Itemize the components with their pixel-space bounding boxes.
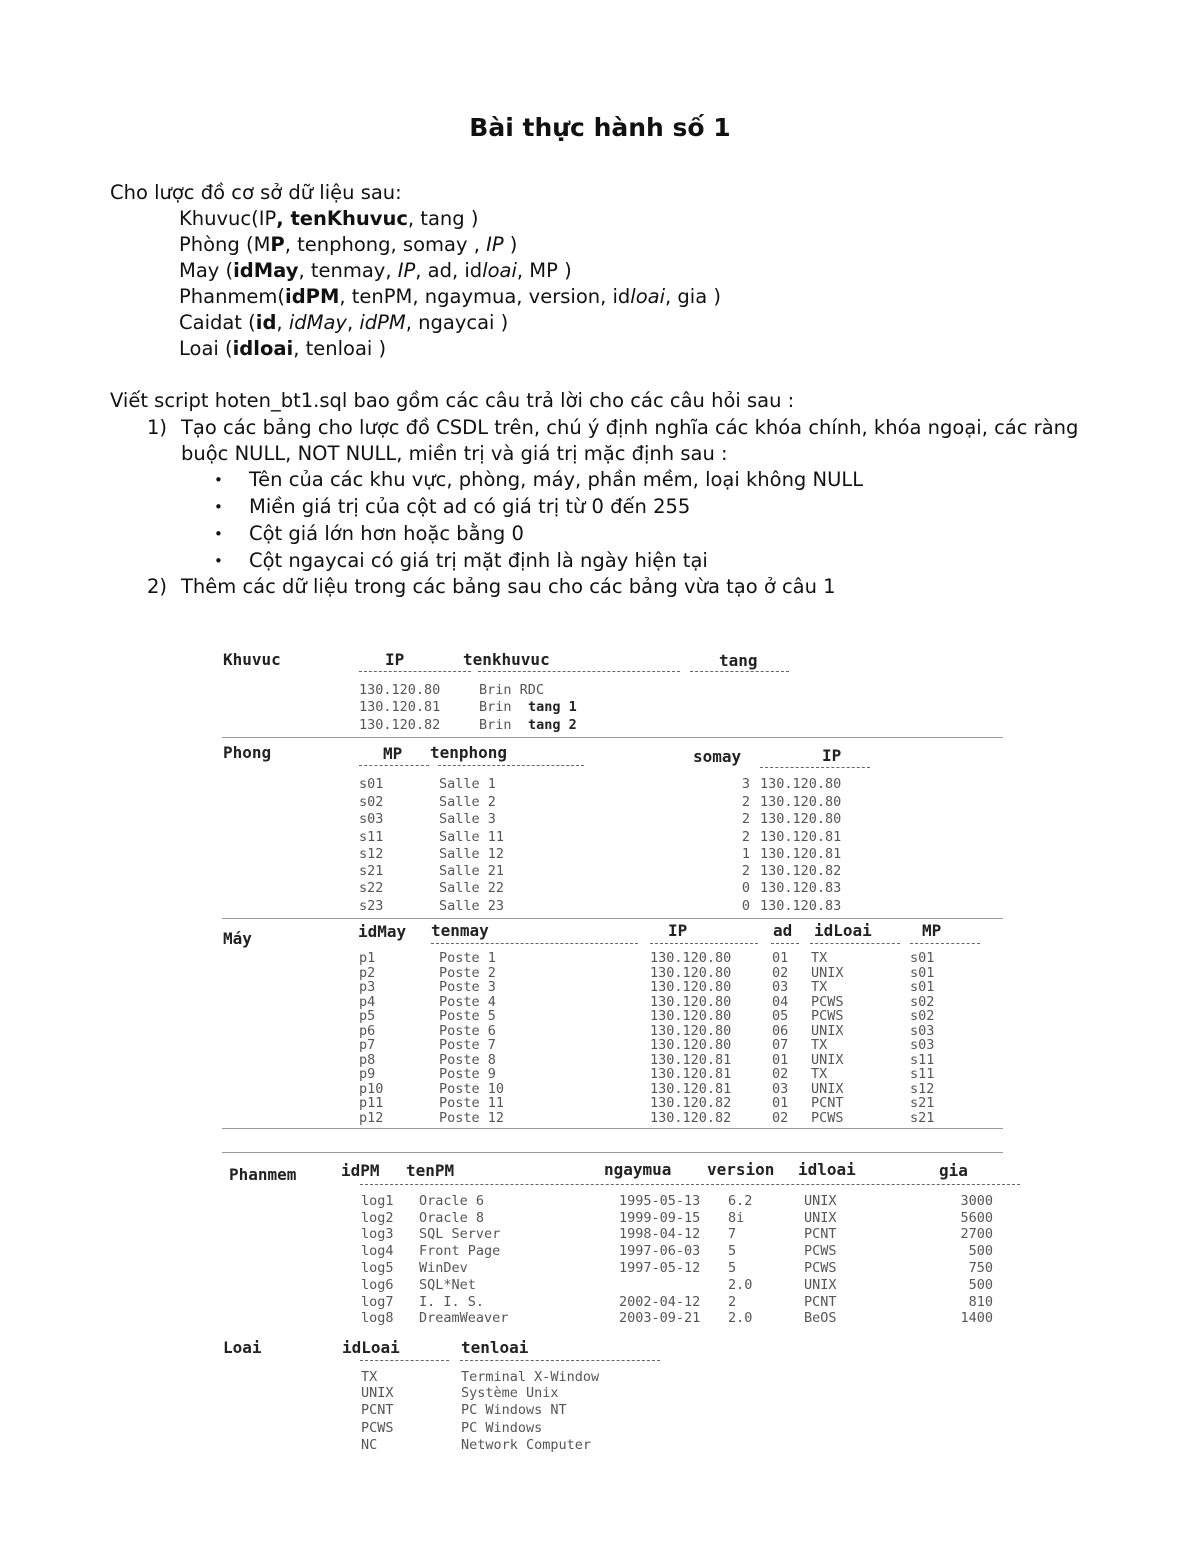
loai-cell: Système Unix [461,1385,559,1401]
phong-cell: s22 [359,880,384,896]
may-header-mp: MP [922,921,942,940]
may-cell: Poste 10 [439,1081,505,1097]
schema-loai: Loai (idloai, tenloai ) [179,337,387,360]
may-cell: 03 [772,1081,789,1097]
phanmem-cell: 2003-09-21 [619,1310,701,1326]
may-cell: p1 [359,950,376,966]
may-cell: p12 [359,1110,384,1126]
phong-cell: s11 [359,829,384,845]
phanmem-header-idpm: idPM [341,1161,380,1180]
may-cell: UNIX [811,1081,844,1097]
may-cell: 130.120.82 [650,1110,732,1126]
may-cell: p4 [359,994,376,1010]
phong-cell: s12 [359,846,384,862]
may-cell: 130.120.80 [650,1008,732,1024]
may-cell: Poste 9 [439,1066,496,1082]
may-cell: 01 [772,1095,789,1111]
may-cell: 02 [772,1110,789,1126]
may-cell: 130.120.81 [650,1081,732,1097]
may-cell: p7 [359,1037,376,1053]
phong-cell: 2 [741,811,750,827]
header-underline [360,1184,1020,1185]
task1-bullet-1: Tên của các khu vực, phòng, máy, phần mềm, loại không NULL [249,468,864,491]
khuvuc-cell: 130.120.82 [359,717,441,733]
header-underline [771,943,799,944]
header-underline [690,671,789,672]
may-cell: s03 [910,1037,935,1053]
phanmem-cell: log4 [361,1243,394,1259]
loai-cell: UNIX [361,1385,394,1401]
may-header-ad: ad [773,921,793,940]
header-underline [810,943,900,944]
phanmem-cell: WinDev [419,1260,468,1276]
khuvuc-cell: tang 2 [528,717,577,733]
may-cell: 130.120.80 [650,1023,732,1039]
phanmem-cell: 5 [728,1260,737,1276]
may-cell: 02 [772,965,789,981]
may-cell: 130.120.80 [650,994,732,1010]
phong-cell: Salle 1 [439,776,496,792]
khuvuc-cell: Brin [479,699,512,715]
may-cell: s21 [910,1110,935,1126]
phanmem-cell: 6.2 [728,1193,753,1209]
phong-cell: 130.120.83 [760,898,842,914]
may-cell: 01 [772,1052,789,1068]
may-cell: s01 [910,965,935,981]
may-cell: Poste 7 [439,1037,496,1053]
phong-cell: 130.120.80 [760,794,842,810]
schema-khuvuc: Khuvuc(IP, tenKhuvuc, tang ) [179,207,479,230]
header-underline [460,1360,660,1361]
khuvuc-cell: Brin [479,717,512,733]
may-cell: Poste 12 [439,1110,505,1126]
bullet-dot: • [214,525,223,543]
may-cell: TX [811,1037,828,1053]
may-cell: UNIX [811,965,844,981]
may-cell: s02 [910,994,935,1010]
may-cell: PCWS [811,994,844,1010]
phanmem-cell: 1995-05-13 [619,1193,701,1209]
task1-line1: Tạo các bảng cho lược đồ CSDL trên, chú ý định nghĩa các khóa chính, khóa ngoại, các ràng [181,416,1079,439]
may-cell: s11 [910,1066,935,1082]
table-separator [222,1152,1003,1153]
phong-cell: s03 [359,811,384,827]
may-cell: Poste 5 [439,1008,496,1024]
header-underline [431,943,638,944]
may-cell: Poste 11 [439,1095,505,1111]
phanmem-header-idloai: idloai [798,1160,856,1179]
may-header-idloai: idLoai [814,921,872,940]
phong-cell: 2 [741,794,750,810]
loai-cell: PCNT [361,1402,394,1418]
bullet-dot: • [214,498,223,516]
task1-line2: buộc NULL, NOT NULL, miền trị và giá trị mặc định sau : [181,442,728,465]
phanmem-cell: PCWS [804,1243,837,1259]
phanmem-cell: 2 [728,1294,737,1310]
phong-cell: 130.120.83 [760,880,842,896]
loai-cell: PCWS [361,1420,394,1436]
loai-cell: Network Computer [461,1437,592,1453]
header-underline [359,671,471,672]
phanmem-cell: 1997-05-12 [619,1260,701,1276]
may-cell: s01 [910,950,935,966]
may-table-label: Máy [223,929,252,948]
may-cell: Poste 3 [439,979,496,995]
phong-cell: Salle 11 [439,829,505,845]
phanmem-cell: UNIX [804,1193,837,1209]
may-cell: p3 [359,979,376,995]
phong-cell: 0 [741,898,750,914]
task1-bullet-3: Cột giá lớn hơn hoặc bằng 0 [249,522,524,545]
phong-cell: 2 [741,829,750,845]
phong-cell: s23 [359,898,384,914]
phanmem-header-tenpm: tenPM [406,1161,455,1180]
phong-cell: Salle 23 [439,898,505,914]
phanmem-header-ngaymua: ngaymua [604,1160,672,1179]
may-cell: 05 [772,1008,789,1024]
phanmem-cell: 1999-09-15 [619,1210,701,1226]
phanmem-cell: 500 [968,1243,993,1259]
may-cell: PCNT [811,1095,844,1111]
loai-header-idloai: idLoai [342,1338,400,1357]
may-cell: s12 [910,1081,935,1097]
schema-phong: Phòng (MP, tenphong, somay , IP ) [179,233,518,256]
phanmem-cell: 1997-06-03 [619,1243,701,1259]
phanmem-cell: PCWS [804,1260,837,1276]
phanmem-cell: 2002-04-12 [619,1294,701,1310]
may-cell: Poste 1 [439,950,496,966]
phanmem-cell: log8 [361,1310,394,1326]
phanmem-cell: 5600 [960,1210,993,1226]
may-header-tenmay: tenmay [431,921,489,940]
loai-table-label: Loai [223,1338,262,1357]
phong-cell: s01 [359,776,384,792]
phanmem-cell: DreamWeaver [419,1310,509,1326]
phong-cell: 3 [741,776,750,792]
schema-phanmem: Phanmem(idPM, tenPM, ngaymua, version, idloai, gia ) [179,285,721,308]
phong-cell: Salle 21 [439,863,505,879]
phanmem-cell: SQL Server [419,1226,501,1242]
may-cell: UNIX [811,1052,844,1068]
may-cell: 04 [772,994,789,1010]
table-separator [222,1128,1003,1129]
phong-header-mp: MP [383,744,403,763]
loai-cell: Terminal X-Window [461,1369,600,1385]
khuvuc-header-tang: tang [719,651,758,670]
phanmem-cell: SQL*Net [419,1277,476,1293]
may-cell: 06 [772,1023,789,1039]
may-cell: p2 [359,965,376,981]
phong-cell: Salle 22 [439,880,505,896]
phanmem-cell: 8i [728,1210,745,1226]
may-cell: 130.120.82 [650,1095,732,1111]
may-cell: 130.120.80 [650,979,732,995]
phong-cell: 2 [741,863,750,879]
phanmem-cell: 750 [968,1260,993,1276]
phanmem-cell: UNIX [804,1210,837,1226]
phanmem-cell: I. I. S. [419,1294,485,1310]
khuvuc-cell: tang 1 [528,699,577,715]
task1-number: 1) [147,416,168,439]
may-cell: s11 [910,1052,935,1068]
phanmem-cell: 5 [728,1243,737,1259]
phanmem-cell: Oracle 6 [419,1193,485,1209]
header-underline [650,943,758,944]
may-cell: Poste 2 [439,965,496,981]
may-cell: TX [811,1066,828,1082]
phanmem-cell: 2.0 [728,1277,753,1293]
may-cell: PCWS [811,1008,844,1024]
page-title: Bài thực hành số 1 [469,113,731,142]
table-separator [222,737,1003,738]
loai-cell: PC Windows [461,1420,543,1436]
may-cell: 130.120.81 [650,1052,732,1068]
phong-cell: Salle 3 [439,811,496,827]
may-cell: TX [811,979,828,995]
phanmem-cell: PCNT [804,1294,837,1310]
phanmem-cell: log7 [361,1294,394,1310]
may-cell: p10 [359,1081,384,1097]
phanmem-cell: 1400 [960,1310,993,1326]
bullet-dot: • [214,552,223,570]
phong-cell: s21 [359,863,384,879]
khuvuc-header-tenkhuvuc: tenkhuvuc [463,650,550,669]
phanmem-cell: log6 [361,1277,394,1293]
phong-header-ip: IP [822,746,842,765]
phanmem-cell: Oracle 8 [419,1210,485,1226]
may-cell: Poste 4 [439,994,496,1010]
may-cell: 01 [772,950,789,966]
task-intro: Viết script hoten_bt1.sql bao gồm các câu trả lời cho các câu hỏi sau : [110,389,795,412]
phanmem-header-gia: gia [939,1161,968,1180]
schema-caidat: Caidat (id, idMay, idPM, ngaycai ) [179,311,509,334]
may-cell: s21 [910,1095,935,1111]
may-cell: Poste 6 [439,1023,496,1039]
header-underline [359,765,429,766]
may-cell: Poste 8 [439,1052,496,1068]
phanmem-cell: log5 [361,1260,394,1276]
phong-cell: 0 [741,880,750,896]
task1-bullet-2: Miền giá trị của cột ad có giá trị từ 0 đến 255 [249,495,691,518]
phong-table-label: Phong [223,743,272,762]
may-cell: p11 [359,1095,384,1111]
header-underline [438,765,584,766]
phanmem-cell: 1998-04-12 [619,1226,701,1242]
phong-cell: Salle 12 [439,846,505,862]
loai-cell: PC Windows NT [461,1402,567,1418]
phong-cell: 130.120.80 [760,776,842,792]
header-underline [360,1360,449,1361]
header-underline [760,767,870,768]
may-cell: 130.120.80 [650,1037,732,1053]
khuvuc-cell: 130.120.81 [359,699,441,715]
phanmem-cell: 810 [968,1294,993,1310]
phong-cell: Salle 2 [439,794,496,810]
phanmem-cell: log3 [361,1226,394,1242]
phanmem-cell: 2700 [960,1226,993,1242]
phanmem-cell: log1 [361,1193,394,1209]
phanmem-cell: 2.0 [728,1310,753,1326]
khuvuc-header-ip: IP [385,650,405,669]
may-cell: 07 [772,1037,789,1053]
may-cell: p5 [359,1008,376,1024]
loai-cell: NC [361,1437,378,1453]
phong-cell: 1 [741,846,750,862]
loai-cell: TX [361,1369,378,1385]
task1-bullet-4: Cột ngaycai có giá trị mặt định là ngày hiện tại [249,549,708,572]
may-cell: 02 [772,1066,789,1082]
may-cell: 130.120.81 [650,1066,732,1082]
may-cell: s01 [910,979,935,995]
may-header-ip: IP [668,921,688,940]
schema-may: May (idMay, tenmay, IP, ad, idloai, MP ) [179,259,572,282]
task2-number: 2) [147,575,168,598]
may-cell: 130.120.80 [650,950,732,966]
may-cell: s03 [910,1023,935,1039]
phong-cell: 130.120.80 [760,811,842,827]
may-cell: p6 [359,1023,376,1039]
header-underline [910,943,980,944]
phanmem-cell: PCNT [804,1226,837,1242]
phanmem-cell: 3000 [960,1193,993,1209]
khuvuc-cell: Brin RDC [479,682,545,698]
phanmem-cell: UNIX [804,1277,837,1293]
khuvuc-table-label: Khuvuc [223,650,281,669]
may-cell: TX [811,950,828,966]
phong-cell: 130.120.81 [760,846,842,862]
may-cell: 130.120.80 [650,965,732,981]
bullet-dot: • [214,471,223,489]
phong-cell: 130.120.81 [760,829,842,845]
phong-cell: 130.120.82 [760,863,842,879]
phanmem-cell: Front Page [419,1243,501,1259]
may-cell: 03 [772,979,789,995]
may-cell: p8 [359,1052,376,1068]
may-header-idmay: idMay [358,922,407,941]
phanmem-header-version: version [707,1160,775,1179]
task2-text: Thêm các dữ liệu trong các bảng sau cho các bảng vừa tạo ở câu 1 [181,575,836,598]
may-cell: PCWS [811,1110,844,1126]
phong-header-somay: somay [693,747,742,766]
phong-cell: s02 [359,794,384,810]
may-cell: s02 [910,1008,935,1024]
khuvuc-cell: 130.120.80 [359,682,441,698]
header-underline [478,671,680,672]
phanmem-cell: BeOS [804,1310,837,1326]
phanmem-cell: 7 [728,1226,737,1242]
table-separator [222,918,1003,919]
phanmem-cell: log2 [361,1210,394,1226]
phanmem-cell: 500 [968,1277,993,1293]
loai-header-tenloai: tenloai [461,1338,529,1357]
may-cell: p9 [359,1066,376,1082]
may-cell: UNIX [811,1023,844,1039]
phanmem-table-label: Phanmem [229,1165,297,1184]
intro-text: Cho lược đồ cơ sở dữ liệu sau: [110,181,402,204]
phong-header-tenphong: tenphong [430,743,508,762]
